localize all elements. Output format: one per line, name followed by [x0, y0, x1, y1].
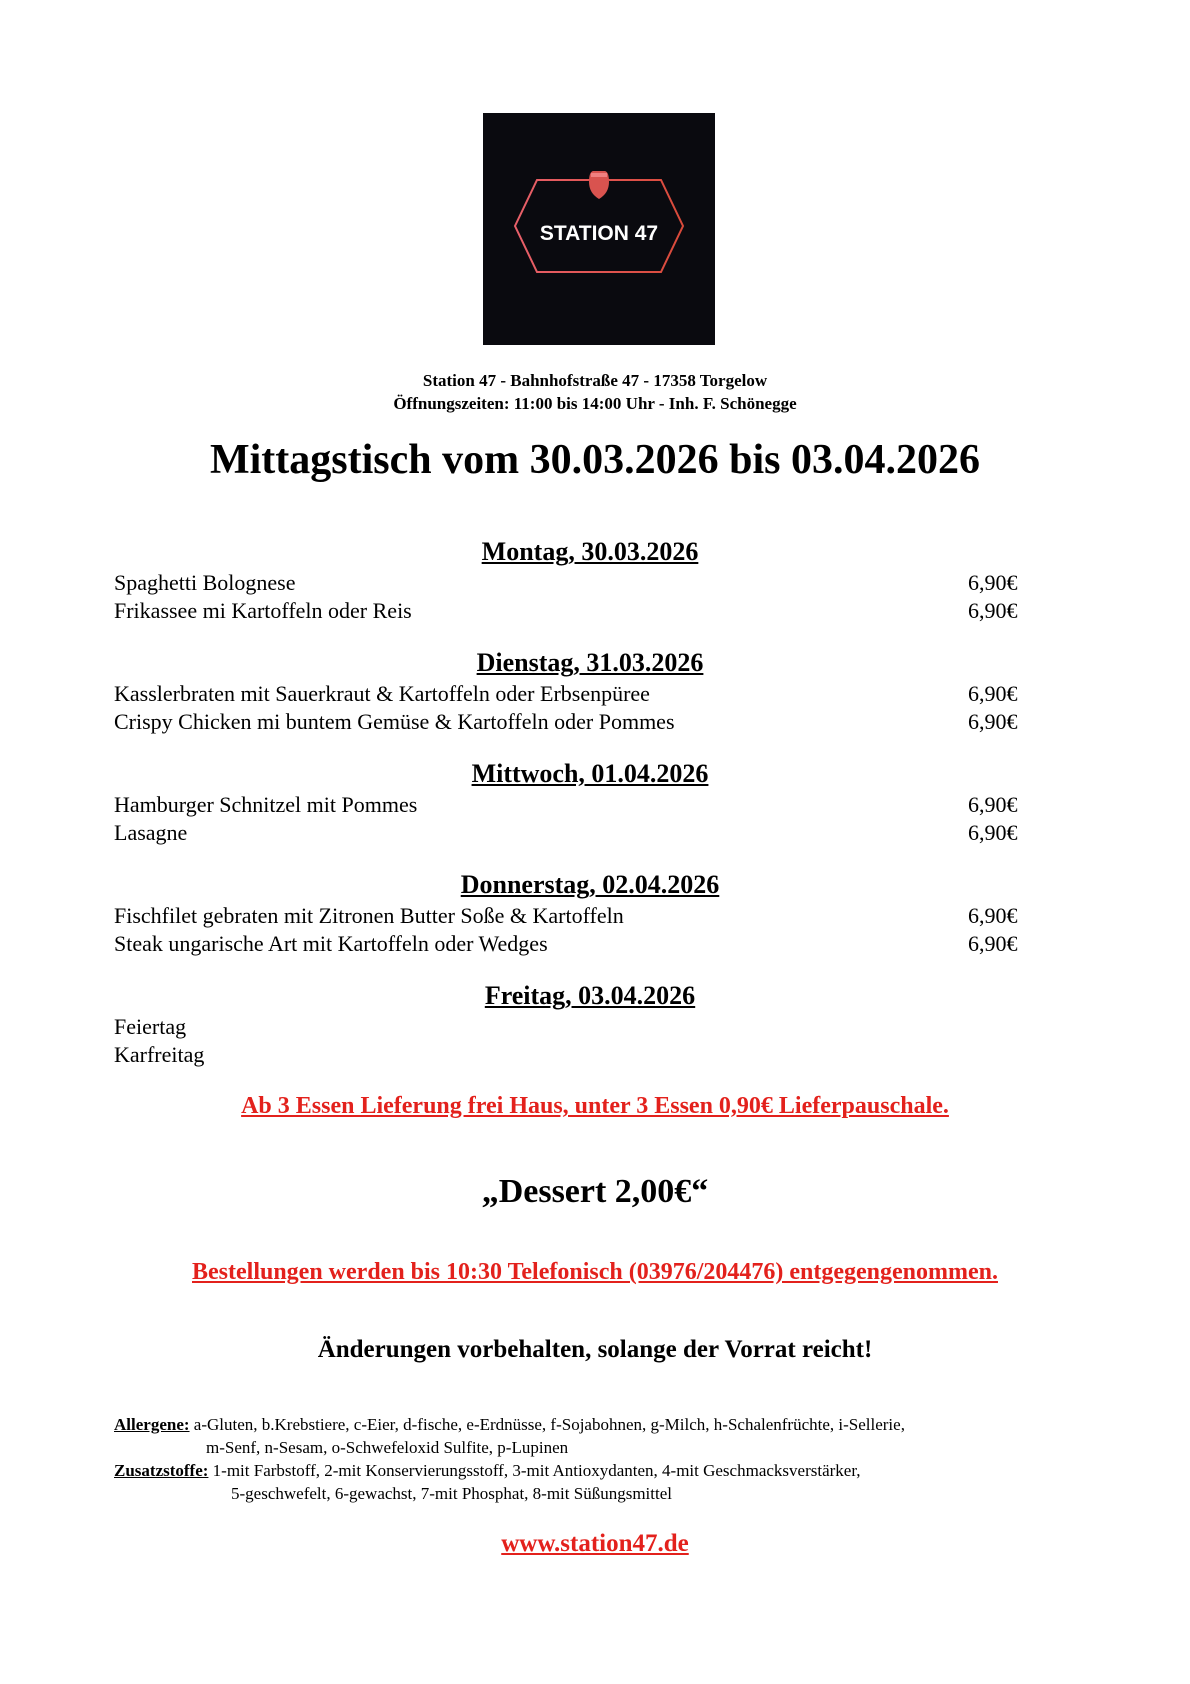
dish-price: 6,90€	[968, 820, 1018, 845]
day-heading: Montag, 30.03.2026	[481, 537, 699, 566]
day-heading: Donnerstag, 02.04.2026	[460, 870, 720, 899]
address-line: Station 47 - Bahnhofstraße 47 - 17358 Torgelow	[422, 371, 768, 390]
dish-name: Feiertag	[114, 1014, 187, 1039]
page-title: Mittagstisch vom 30.03.2026 bis 03.04.2026	[210, 437, 980, 483]
dish-name: Fischfilet gebraten mit Zitronen Butter Soße & Kartoffeln	[114, 903, 624, 928]
additives-text: 1-mit Farbstoff, 2-mit Konservierungsstoff, 3-mit Antioxydanten, 4-mit Geschmacksverstärker,	[212, 1461, 861, 1480]
dish-price: 6,90€	[968, 792, 1018, 817]
day-section	[114, 868, 1024, 958]
menu-item	[114, 930, 1024, 958]
dessert-note: „Dessert 2,00€“	[481, 1173, 709, 1210]
changes-note: Änderungen vorbehalten, solange der Vorrat reicht!	[317, 1336, 873, 1363]
dish-name: Hamburger Schnitzel mit Pommes	[114, 792, 418, 817]
website-link[interactable]: www.station47.de	[501, 1530, 689, 1557]
menu-item	[114, 680, 1024, 708]
dish-name: Frikassee mi Kartoffeln oder Reis	[114, 598, 412, 623]
menu-item	[114, 791, 1024, 819]
day-section	[114, 535, 1024, 625]
day-heading: Dienstag, 31.03.2026	[476, 648, 704, 677]
day-section	[114, 757, 1024, 847]
additives-line	[114, 1460, 861, 1482]
dish-name: Crispy Chicken mi buntem Gemüse & Kartoffeln oder Pommes	[114, 709, 675, 734]
menu-item	[114, 569, 1024, 597]
dish-price: 6,90€	[968, 598, 1018, 623]
dish-price	[968, 1041, 1024, 1069]
dish-name: Lasagne	[114, 820, 188, 845]
dish-price: 6,90€	[968, 709, 1018, 734]
delivery-note: Ab 3 Essen Lieferung frei Haus, unter 3 Essen 0,90€ Lieferpauschale.	[241, 1093, 949, 1119]
dish-name: Kasslerbraten mit Sauerkraut & Kartoffeln oder Erbsenpüree	[114, 681, 650, 706]
additives-label: Zusatzstoffe:	[114, 1461, 209, 1480]
dish-price: 6,90€	[968, 931, 1018, 956]
allergens-label: Allergene:	[114, 1415, 190, 1434]
opening-hours: Öffnungszeiten: 11:00 bis 14:00 Uhr - Inh. F. Schönegge	[393, 394, 797, 413]
dish-price	[968, 1013, 1024, 1041]
dish-name: Spaghetti Bolognese	[114, 570, 296, 595]
day-section	[114, 979, 1024, 1069]
dish-price: 6,90€	[968, 570, 1018, 595]
allergens-text: a-Gluten, b.Krebstiere, c-Eier, d-fische, e-Erdnüsse, f-Sojabohnen, g-Milch, h-Schalenfrüchte, i-Sellerie,	[193, 1415, 905, 1434]
additives-line-2: 5-geschwefelt, 6-gewachst, 7-mit Phosphat, 8-mit Süßungsmittel	[231, 1484, 672, 1503]
menu-item	[114, 708, 1024, 736]
logo-wordmark: STATION 47	[539, 222, 659, 245]
allergens-line	[114, 1414, 905, 1436]
day-heading: Freitag, 03.04.2026	[484, 981, 696, 1010]
menu-item	[114, 902, 1024, 930]
order-note: Bestellungen werden bis 10:30 Telefonisch (03976/204476) entgegengenommen.	[192, 1259, 998, 1285]
dish-name: Steak ungarische Art mit Kartoffeln oder Wedges	[114, 931, 548, 956]
menu-list	[114, 535, 1024, 1090]
dish-price: 6,90€	[968, 681, 1018, 706]
menu-item	[114, 819, 1024, 847]
allergens-line-2: m-Senf, n-Sesam, o-Schwefeloxid Sulfite, p-Lupinen	[206, 1438, 569, 1457]
day-heading: Mittwoch, 01.04.2026	[471, 759, 709, 788]
station47-logo	[483, 113, 715, 345]
menu-item	[114, 597, 1024, 625]
dish-price: 6,90€	[968, 903, 1018, 928]
menu-item	[114, 1013, 1024, 1041]
menu-item	[114, 1041, 1024, 1069]
day-section	[114, 646, 1024, 736]
dish-name: Karfreitag	[114, 1042, 205, 1067]
route-shield-icon	[589, 171, 609, 199]
